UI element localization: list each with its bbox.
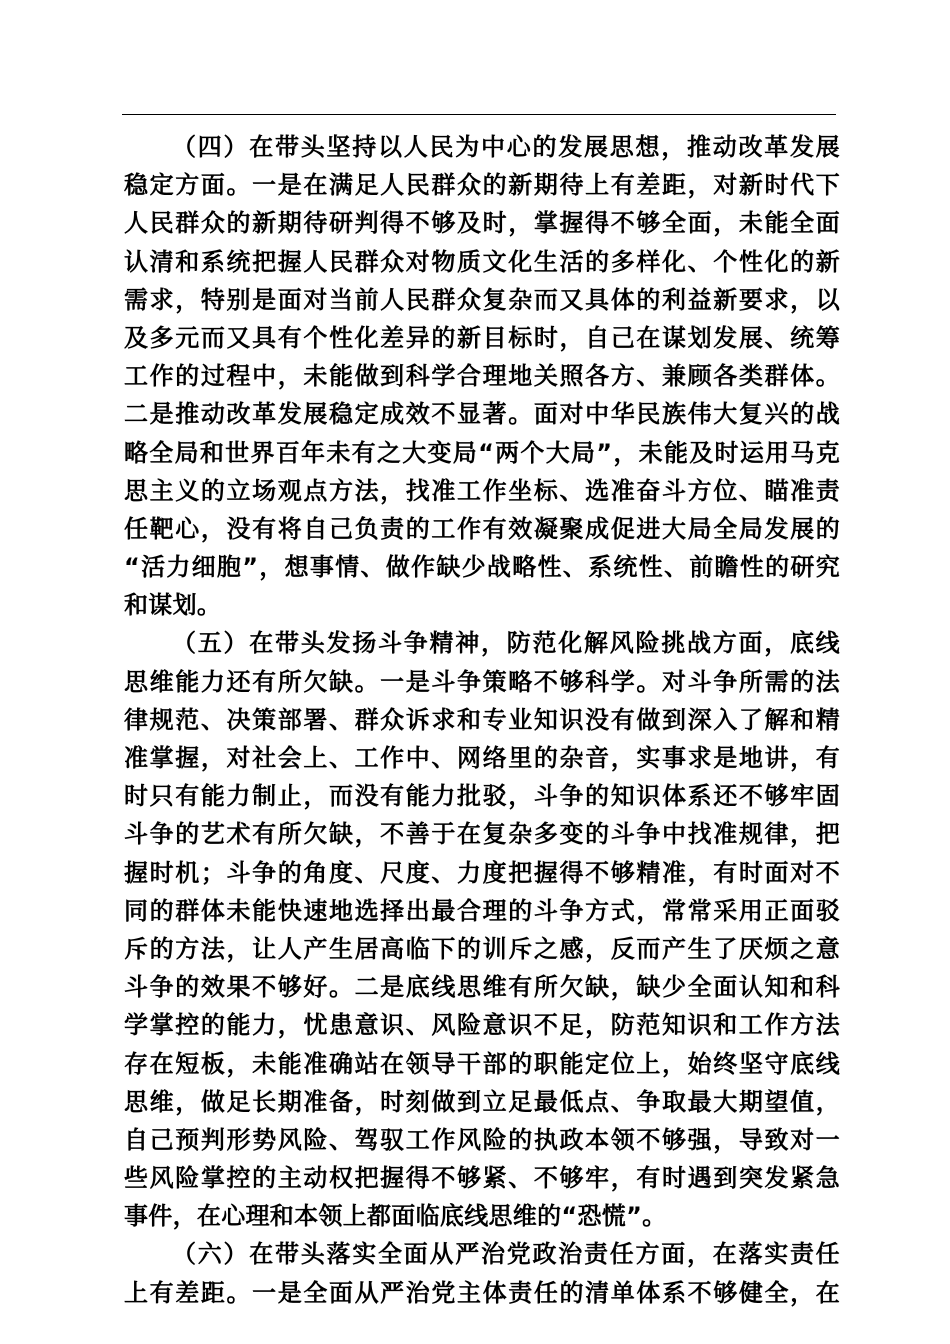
paragraph-line: （四）在带头坚持以人民为中心的发展思想，推动改革发展 (172, 133, 840, 161)
paragraph-line: （六）在带头落实全面从严治党政治责任方面，在落实责任 (172, 1240, 840, 1269)
document-body (124, 128, 840, 1312)
paragraph-line: 准掌握，对社会上、工作中、网络里的杂音，实事求是地讲，有 (124, 744, 840, 772)
paragraph-line: 些风险掌控的主动权把握得不够紧、不够牢，有时遇到突发紧急 (124, 1164, 840, 1193)
paragraph-line: 存在短板，未能准确站在领导干部的职能定位上，始终坚守底线 (124, 1049, 840, 1078)
paragraph-line: 二是推动改革发展稳定成效不显著。面对中华民族伟大复兴的战 (124, 400, 840, 429)
paragraph-line: “活力细胞”，想事情、做作缺少战略性、系统性、前瞻性的研究 (124, 553, 840, 582)
paragraph-line: 斗争的效果不够好。二是底线思维有所欠缺，缺少全面认知和科 (124, 973, 840, 1002)
paragraph-line: 学掌控的能力，忧患意识、风险意识不足，防范知识和工作方法 (124, 1011, 840, 1040)
paragraph-line: 和谋划。 (124, 591, 222, 620)
header-rule (122, 114, 836, 115)
paragraph-line: 斥的方法，让人产生居高临下的训斥之感，反而产生了厌烦之意 (124, 934, 840, 963)
paragraph-line: 律规范、决策部署、群众诉求和专业知识没有做到深入了解和精 (124, 705, 840, 734)
paragraph-line: 上有差距。一是全面从严治党主体责任的清单体系不够健全，在 (124, 1278, 840, 1307)
paragraph-line: （五）在带头发扬斗争精神，防范化解风险挑战方面，底线 (172, 629, 840, 658)
paragraph-line: 认清和系统把握人民群众对物质文化生活的多样化、个性化的新 (124, 247, 840, 276)
paragraph-line: 握时机；斗争的角度、尺度、力度把握得不够精准，有时面对不 (124, 858, 840, 887)
paragraph-line: 时只有能力制止，而没有能力批驳，斗争的知识体系还不够牢固 (124, 782, 840, 811)
paragraph-line: 需求，特别是面对当前人民群众复杂而又具体的利益新要求，以 (124, 285, 840, 314)
paragraph-line: 思维，做足长期准备，时刻做到立足最低点、争取最大期望值， (124, 1087, 840, 1116)
paragraph-line: 同的群体未能快速地选择出最合理的斗争方式，常常采用正面驳 (124, 896, 840, 925)
paragraph-line: 及多元而又具有个性化差异的新目标时，自己在谋划发展、统筹 (124, 323, 840, 352)
paragraph-line: 稳定方面。一是在满足人民群众的新期待上有差距，对新时代下 (124, 171, 840, 200)
paragraph-line: 任靶心，没有将自己负责的工作有效凝聚成促进大局全局发展的 (124, 514, 840, 543)
paragraph-line: 思维能力还有所欠缺。一是斗争策略不够科学。对斗争所需的法 (124, 667, 840, 696)
paragraph-line: 人民群众的新期待研判得不够及时，掌握得不够全面，未能全面 (124, 209, 840, 238)
paragraph-line: 斗争的艺术有所欠缺，不善于在复杂多变的斗争中找准规律，把 (124, 820, 840, 849)
paragraph-line: 思主义的立场观点方法，找准工作坐标、选准奋斗方位、瞄准责 (124, 476, 840, 505)
paragraph-line: 略全局和世界百年未有之大变局“两个大局”，未能及时运用马克 (124, 438, 840, 467)
paragraph-line: 工作的过程中，未能做到科学合理地关照各方、兼顾各类群体。 (124, 362, 840, 391)
paragraph-line: 自己预判形势风险、驾驭工作风险的执政本领不够强，导致对一 (124, 1125, 840, 1154)
paragraph-line: 事件，在心理和本领上都面临底线思维的“恐慌”。 (124, 1202, 667, 1231)
